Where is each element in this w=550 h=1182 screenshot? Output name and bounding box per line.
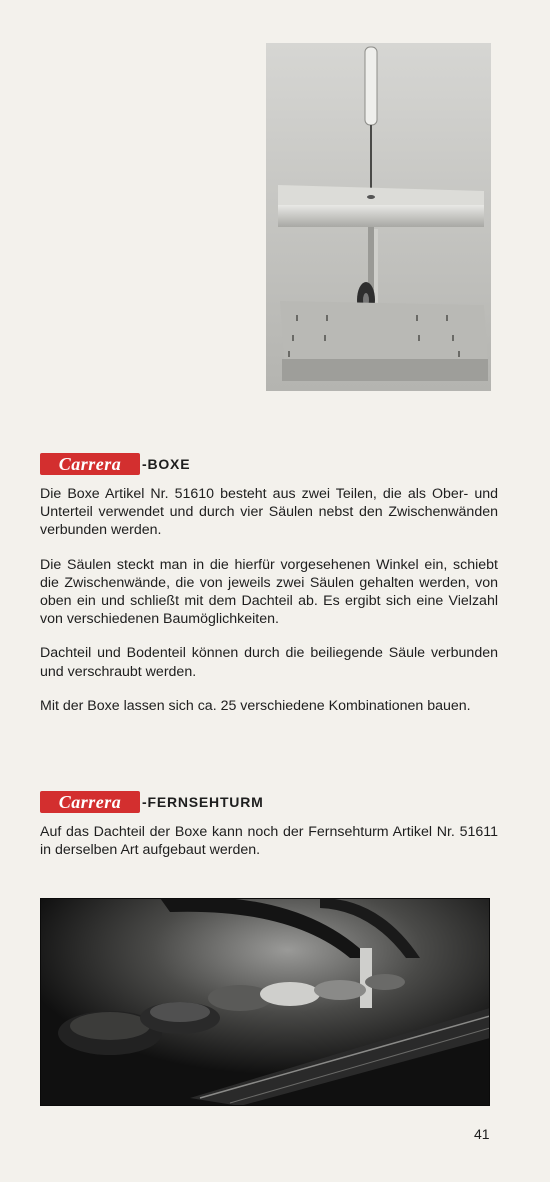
heading-boxe-text: -BOXE [142, 456, 191, 472]
section-fernsehturm [40, 790, 498, 875]
section-heading-fernsehturm [40, 790, 498, 814]
paragraph: Auf das Dachteil der Boxe kann noch der Fernsehturm Artikel Nr. 51611 in derselben Art aufgebaut werden. [40, 824, 498, 859]
heading-fernsehturm-text: -FERNSEHTURM [142, 794, 264, 810]
page-number: 41 [474, 1126, 490, 1142]
section-heading-boxe [40, 452, 498, 476]
photo-boxe-assembly [266, 43, 491, 391]
paragraph: Dachteil und Bodenteil können durch die beiliegende Säule verbunden und verschraubt werden. [40, 645, 498, 680]
carrera-logo: Carrera [40, 453, 140, 475]
photo-cars-in-pit [40, 898, 490, 1106]
boxe-assembly-illustration [266, 43, 491, 391]
paragraph: Die Säulen steckt man in die hierfür vorgesehenen Winkel ein, schiebt die Zwischenwände, die von jeweils zwei Säulen gehalten werden, von oben ein und schließt mit dem Dachteil ab. Es ergibt sich eine Vielzahl von verschiedenen Baumöglichkeiten. [40, 556, 498, 628]
section-boxe [40, 452, 498, 731]
cars-scene-illustration [40, 898, 490, 1106]
paragraph: Mit der Boxe lassen sich ca. 25 verschiedene Kombinationen bauen. [40, 697, 471, 714]
paragraph: Die Boxe Artikel Nr. 51610 besteht aus zwei Teilen, die als Ober- und Unterteil verwendet und durch vier Säulen nebst den Zwischenwänden verbunden werden. [40, 486, 498, 539]
carrera-logo: Carrera [40, 791, 140, 813]
